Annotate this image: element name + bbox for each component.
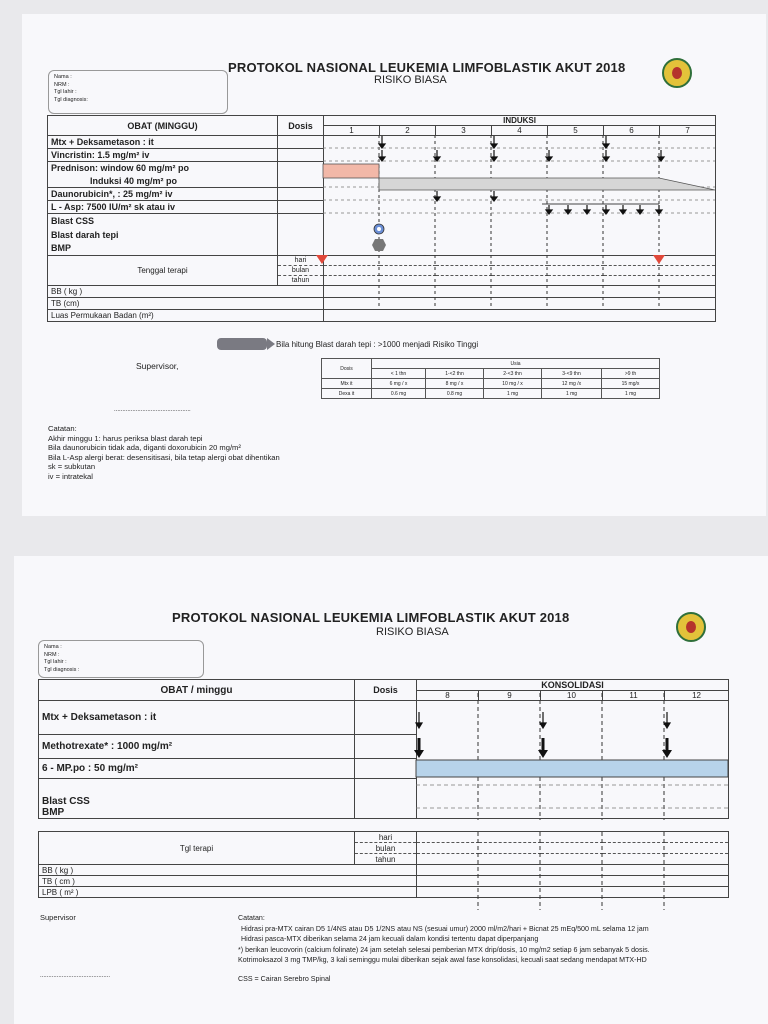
dose-cell: 0.6 mg: [372, 389, 426, 399]
page-title: PROTOKOL NASIONAL LEUKEMIA LIMFOBLASTIK AKUT 2018: [172, 610, 570, 625]
week-3: 3: [436, 126, 492, 136]
dose-cell: 0.8 mg: [426, 389, 484, 399]
row-blast-darah-tepi: Blast darah tepi: [48, 228, 278, 242]
idai-logo-icon: [676, 612, 706, 642]
drug-l-asp: L - Asp: 7500 IU/m² sk atau iv: [48, 201, 278, 214]
field-tgl-lahir: Tgl lahir :: [54, 89, 77, 95]
signature-line: ..........................................: [40, 973, 111, 979]
note-line: *) berikan leucovorin (calcium folinate) 24 jam setelah selesai pemberian MTX drip/dosis, 10 mg/m2 setiap 6 jam sebanyak 5 dosis.: [238, 945, 650, 954]
week-5: 5: [548, 126, 604, 136]
week-4: 4: [492, 126, 548, 136]
field-tgl-diagnosis: Tgl diagnosis:: [54, 96, 88, 103]
field-tgl-diagnosis: Tgl diagnosis :: [44, 666, 80, 673]
supervisor-label: Supervisor: [40, 913, 76, 922]
field-nama: Nama :: [44, 644, 62, 650]
note-line: Bila L-Asp alergi berat: desensitisasi, bila tetap alergi obat dihentikan: [48, 452, 280, 462]
mtx-dexa-age-dose-table: [321, 358, 660, 399]
konsolidasi-schedule-table: [38, 679, 729, 819]
label-tanggal-terapi: Tenggal terapi: [48, 256, 278, 286]
signature-line: ..............................................: [114, 407, 191, 413]
supervisor-label: Supervisor,: [136, 361, 179, 371]
week-8: 8: [417, 691, 479, 701]
idai-logo-icon: [662, 58, 692, 88]
drug-6-mp: 6 - MP.po : 50 mg/m²: [39, 759, 355, 779]
protocol-page-konsolidasi: [14, 556, 768, 1024]
page-subtitle: RISIKO BIASA: [374, 74, 447, 86]
patient-id-box: [38, 640, 204, 678]
age-group: 3-<9 thn: [542, 369, 602, 379]
drug-methotrexate: Methotrexate* : 1000 mg/m²: [39, 735, 355, 759]
week-11: 11: [603, 691, 665, 701]
dose-cell: 1 mg: [484, 389, 542, 399]
row-bmp: BMP: [39, 807, 355, 819]
header-obat: OBAT (MINGGU): [48, 116, 278, 136]
page-title: PROTOKOL NASIONAL LEUKEMIA LIMFOBLASTIK AKUT 2018: [228, 60, 626, 75]
note-line: iv = intratekal: [48, 471, 93, 481]
dose-cell: 8 mg / x: [426, 379, 484, 389]
drug-mtx-dexa: Mtx + Deksametason : it: [39, 701, 355, 735]
age-group: 2-<3 thn: [484, 369, 542, 379]
risk-arrow-pill: [217, 338, 267, 350]
age-table-usia-header: Usia: [372, 359, 660, 369]
header-dosis: Dosis: [278, 116, 324, 136]
drug-daunorubicin: Daunorubicin*, : 25 mg/m² iv: [48, 188, 278, 201]
age-group: >9 th: [602, 369, 660, 379]
note-line: Bila daunorubicin tidak ada, diganti doxorubicin 20 mg/m²: [48, 443, 241, 452]
note-line: Hidrasi pra-MTX cairan D5 1/4NS atau D5 1/2NS atau NS (sesuai umur) 2000 ml/m2/hari + Bicnat 25 mEq/500 mL selama 12 jam: [241, 924, 649, 933]
dose-cell: 6 mg / x: [372, 379, 426, 389]
week-10: 10: [541, 691, 603, 701]
note-line: Hidrasi pasca-MTX diberikan selama 24 jam kecuali dalam kondisi tertentu dapat diperpanjang: [241, 935, 539, 943]
unit-hari: hari: [278, 256, 324, 266]
note-line: Catatan:: [238, 914, 265, 922]
dose-cell: 12 mg /x: [542, 379, 602, 389]
unit-tahun: tahun: [278, 276, 324, 286]
notes-block: [238, 913, 650, 984]
field-nrm: NRM :: [54, 81, 70, 88]
row-blast-css: Blast CSS: [48, 214, 278, 228]
row-luas-permukaan: Luas Permukaan Badan (m²): [48, 310, 324, 322]
row-bb: BB ( kg ): [39, 865, 417, 876]
row-blast-css: Blast CSS: [39, 779, 355, 807]
unit-bulan: bulan: [278, 266, 324, 276]
row-lpb: LPB ( m² ): [39, 887, 417, 898]
dose-cell: 1 mg: [542, 389, 602, 399]
dose-cell: 10 mg / x: [484, 379, 542, 389]
page-subtitle: RISIKO BIASA: [376, 626, 449, 638]
protocol-page-induksi: [22, 14, 766, 516]
week-1: 1: [324, 126, 380, 136]
unit-bulan: bulan: [355, 843, 417, 854]
drug-mtx-dexa: Mtx + Deksametason : it: [48, 136, 278, 149]
label-tgl-terapi: Tgl terapi: [39, 832, 355, 865]
age-group: 1-<2 thn: [426, 369, 484, 379]
note-line: CSS = Cairan Serebro Spinal: [238, 974, 331, 983]
unit-tahun: tahun: [355, 854, 417, 865]
field-tgl-lahir: Tgl lahir :: [44, 659, 67, 665]
patient-id-box: [48, 70, 228, 114]
week-12: 12: [665, 691, 729, 701]
drug-prednison-induksi: Induksi 40 mg/m² po: [48, 175, 278, 188]
note-line: Kotrimoksazol 3 mg TMP/kg, 3 kali seminggu mulai diberikan sejak awal fase konsolidasi, kecuali saat sedang mendapat MTX-HD: [238, 956, 647, 964]
note-line: sk = subkutan: [48, 462, 96, 471]
induksi-schedule-table: [47, 115, 716, 322]
row-tb: TB ( cm ): [39, 876, 417, 887]
header-phase-konsolidasi: KONSOLIDASI: [417, 680, 729, 691]
week-9: 9: [479, 691, 541, 701]
age-row-name: Mtx it: [322, 379, 372, 389]
week-2: 2: [380, 126, 436, 136]
risk-note: Bila hitung Blast darah tepi : >1000 menjadi Risiko Tinggi: [276, 340, 479, 349]
dose-cell: 15 mg/x: [602, 379, 660, 389]
row-bb: BB ( kg ): [48, 286, 324, 298]
field-nama: Nama :: [54, 74, 72, 80]
drug-vincristin: Vincristin: 1.5 mg/m² iv: [48, 149, 278, 162]
unit-hari: hari: [355, 832, 417, 843]
header-dosis: Dosis: [355, 680, 417, 701]
konsolidasi-date-table: [38, 831, 729, 898]
header-phase-induksi: INDUKSI: [324, 116, 716, 126]
risk-arrow-tip-icon: [267, 338, 275, 350]
age-table-dosis-header: Dosis: [322, 359, 372, 379]
row-tb: TB (cm): [48, 298, 324, 310]
note-line: Akhir minggu 1: harus periksa blast darah tepi: [48, 433, 203, 443]
field-nrm: NRM :: [44, 651, 60, 658]
notes-block: [48, 424, 280, 481]
age-group: < 1 thn: [372, 369, 426, 379]
header-obat: OBAT / minggu: [39, 680, 355, 701]
drug-prednison-window: Prednison: window 60 mg/m² po: [48, 162, 278, 175]
dose-cell: 1 mg: [602, 389, 660, 399]
week-6: 6: [604, 126, 660, 136]
row-bmp: BMP: [48, 242, 278, 256]
week-7: 7: [660, 126, 716, 136]
note-line: Catatan:: [48, 424, 77, 433]
age-row-name: Dexa it: [322, 389, 372, 399]
